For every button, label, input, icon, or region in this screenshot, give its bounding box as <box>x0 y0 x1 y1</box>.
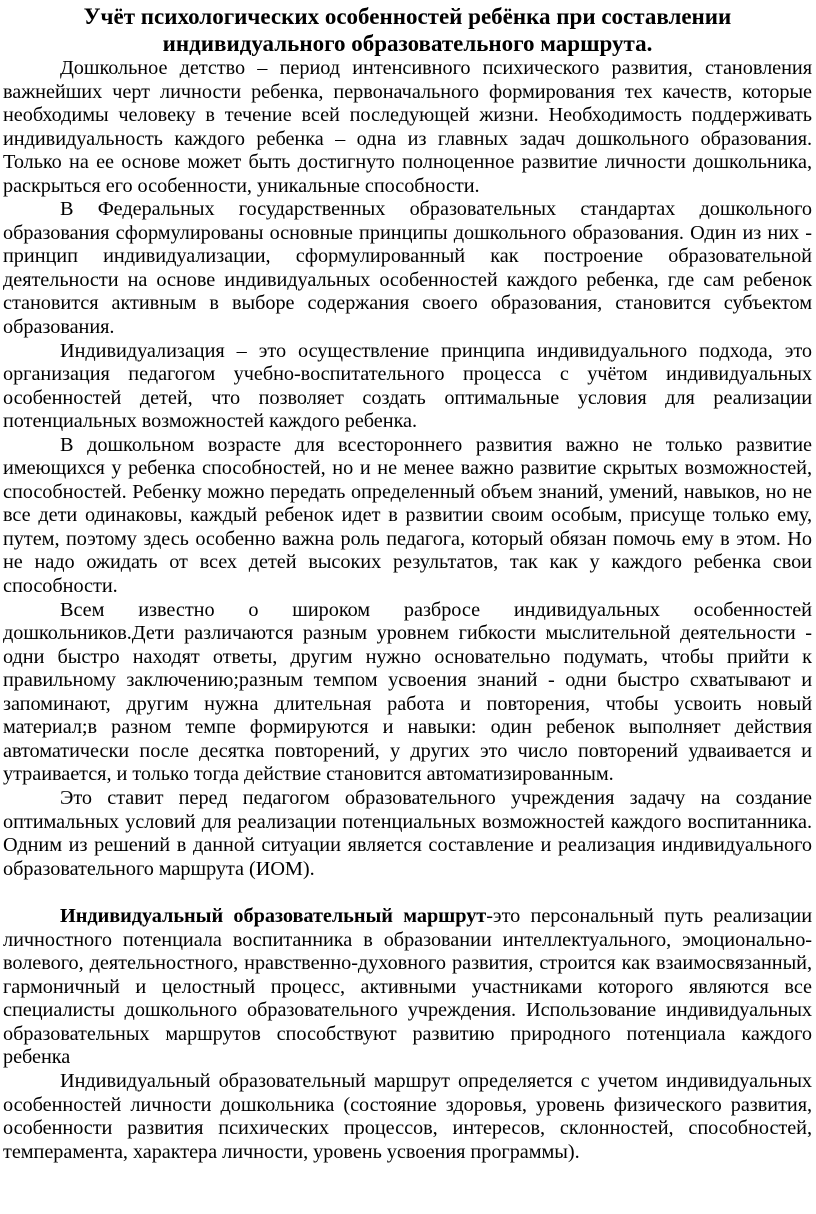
paragraph-preschool-age-development: В дошкольном возрасте для всестороннего развития важно не только развитие имеющихся у ребенка способностей, но и не менее важно развитие скрытых возможностей, способностей. Ребенку можно передать определенный объем знаний, умений, навыков, но не все дети одинаковы, каждый ребенок идет в развитии своим особым, присуще только ему, путем, поэтому здесь особенно важна роль педагога, который обязан помочь ему в этом. Но не надо ожидать от всех детей высоких результатов, так как у каждого ребенка свои способности. <box>3 433 812 598</box>
paragraph-spacer <box>3 881 812 905</box>
definition-term: Индивидуальный образовательный маршрут <box>60 905 487 928</box>
title-line-1: Учёт психологических особенностей ребёнка при составлении <box>83 4 732 29</box>
title-line-2: индивидуального образовательного маршрута. <box>162 31 653 56</box>
definition-text: -это персональный путь реализации личностного потенциала воспитанника в образовании интеллектуального, эмоционально-волевого, деятельностного, нравственно-духовного развития, строится как взаимосвязанный, гармоничный и целостный процесс, активными участниками которого являются все специалисты дошкольного образовательного учреждения. Использование индивидуальных образовательных маршрутов способствуют развитию природного потенциала каждого ребенка <box>3 905 813 1069</box>
paragraph-individualization: Индивидуализация – это осуществление принципа индивидуального подхода, это организация педагогом учебно-воспитательного процесса с учётом индивидуальных особенностей детей, что позволяет создать оптимальные условия для реализации потенциальных возможностей каждого ребенка. <box>3 339 812 433</box>
document-title <box>3 0 812 57</box>
paragraph-teacher-task: Это ставит перед педагогом образовательного учреждения задачу на создание оптимальных условий для реализации потенциальных возможностей каждого воспитанника. Одним из решений в данной ситуации является составление и реализация индивидуального образовательного маршрута (ИОМ). <box>3 786 812 880</box>
paragraph-route-determination: Индивидуальный образовательный маршрут определяется с учетом индивидуальных особенностей личности дошкольника (состояние здоровья, уровень физического развития, особенности развития психических процессов, интересов, склонностей, способностей, темперамента, характера личности, уровень усвоения программы). <box>3 1069 812 1163</box>
paragraph-definition <box>3 905 812 1070</box>
paragraph-fgos-principles: В Федеральных государственных образовательных стандартах дошкольного образования сформулированы основные принципы дошкольного образования. Один из них - принцип индивидуализации, сформулированный как построение образовательной деятельности на основе индивидуальных особенностей каждого ребенка, где сам ребенок становится активным в выборе содержания своего образования, становится субъектом образования. <box>3 198 812 339</box>
paragraph-individual-differences: Всем известно о широком разбросе индивидуальных особенностей дошкольников.Дети различаются разным уровнем гибкости мыслительной деятельности - одни быстро находят ответы, другим нужно основательно подумать, чтобы прийти к правильному заключению;разным темпом усвоения знаний - одни быстро схватывают и запоминают, другим нужна длительная работа и повторения, чтобы усвоить новый материал;в разном темпе формируются и навыки: один ребенок выполняет действия автоматически после десятка повторений, у других это число повторений удваивается и утраивается, и только тогда действие становится автоматизированным. <box>3 598 812 786</box>
paragraph-preschool-childhood: Дошкольное детство – период интенсивного психического развития, становления важнейших черт личности ребенка, первоначального формирования тех качеств, которые необходимы человеку в течение всей последующей жизни. Необходимость поддерживать индивидуальность каждого ребенка – одна из главных задач дошкольного образования. Только на ее основе может быть достигнуто полноценное развитие личности дошкольника, раскрыться его особенности, уникальные способности. <box>3 57 812 197</box>
